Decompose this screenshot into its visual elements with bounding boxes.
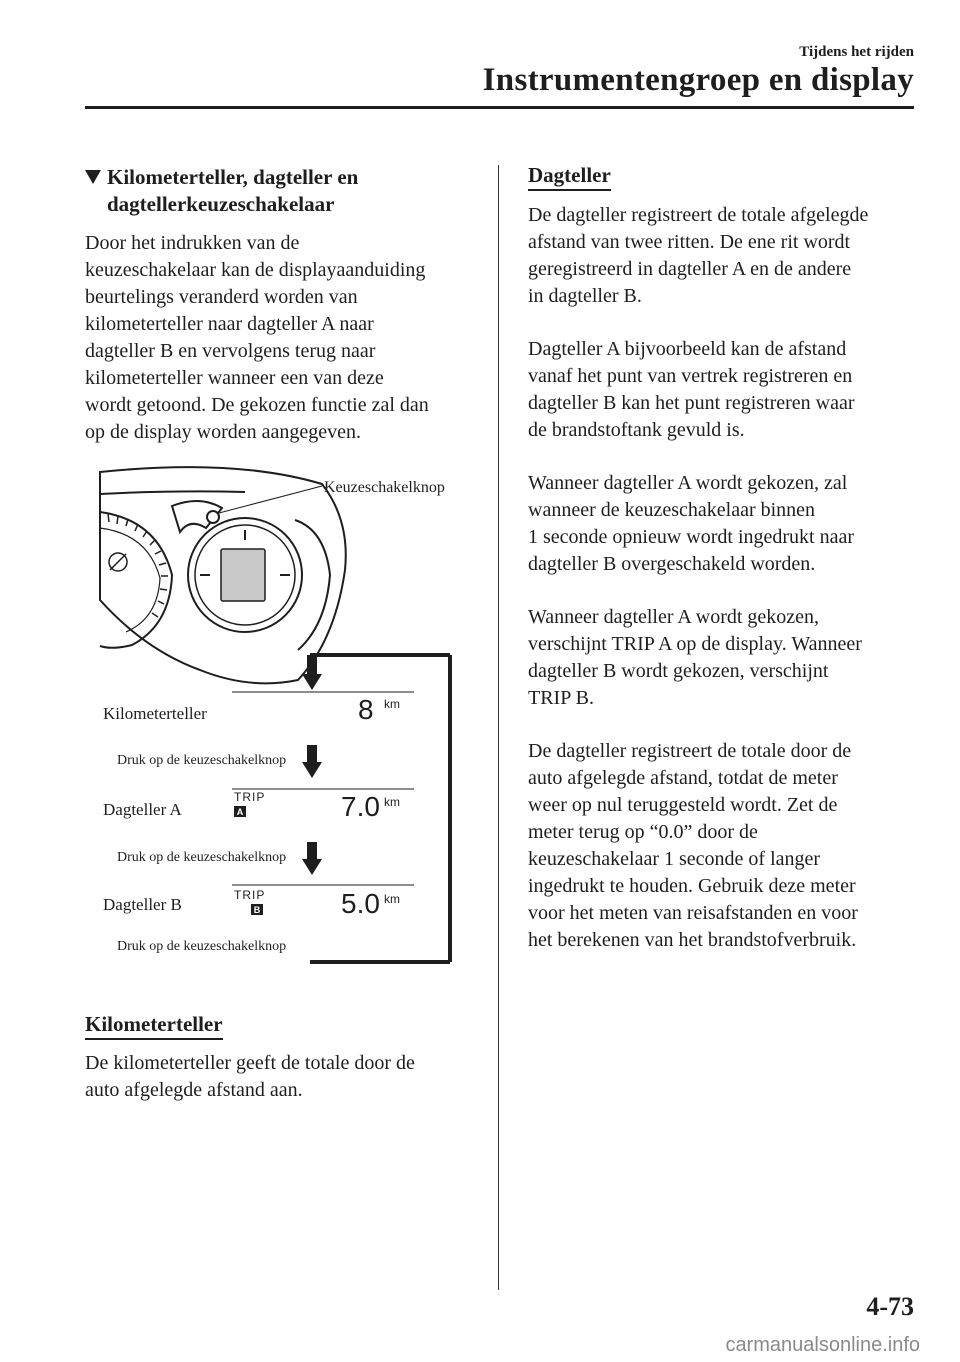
subsection-heading: Kilometerteller: [85, 1012, 223, 1040]
text-line: de brandstoftank gevuld is.: [528, 419, 745, 441]
odometer-unit: km: [384, 697, 400, 711]
text-line: beurtelings veranderd worden van: [85, 286, 358, 308]
selector-knob-icon: [207, 511, 219, 523]
text-line: auto afgelegde afstand, totdat de meter: [528, 767, 838, 789]
text-line: Wanneer dagteller A wordt gekozen, zal: [528, 472, 848, 494]
text-line: kilometerteller wanneer een van deze: [85, 367, 384, 389]
right-paragraph-2: [528, 336, 928, 444]
gauge-icon: [109, 553, 127, 571]
right-paragraph-3: [528, 470, 928, 578]
odometer-digits: 8: [358, 694, 374, 725]
knob-label: Keuzeschakelknop: [324, 479, 445, 496]
trip-letter-b: B: [253, 905, 261, 915]
cycle-return-frame: [310, 655, 450, 962]
text-line: dagteller B wordt gekozen, verschijnt: [528, 660, 829, 682]
text-line: weer op nul teruggesteld wordt. Zet de: [528, 794, 838, 816]
text-line: meter terug op “0.0” door de: [528, 821, 758, 843]
odometer-subsection: [85, 1012, 223, 1040]
page-title: Instrumentengroep en display: [482, 62, 914, 98]
text-line: vanaf het punt van vertrek registreren en: [528, 365, 853, 387]
text-line: kilometerteller naar dagteller A naar: [85, 313, 374, 335]
trip-meter-subsection: [528, 163, 611, 191]
arrows: [302, 655, 322, 875]
row-label-trip-b: Dagteller B: [103, 895, 182, 914]
down-arrow-icon: [302, 745, 322, 778]
text-line: Door het indrukken van de: [85, 232, 300, 254]
text-line: wanneer de keuzeschakelaar binnen: [528, 499, 816, 521]
text-line: geregistreerd in dagteller A en de andere: [528, 258, 852, 280]
text-line: wordt getoond. De gekozen functie zal dan: [85, 394, 429, 416]
text-line: keuzeschakelaar 1 seconde of langer: [528, 848, 821, 870]
right-paragraph-1: [528, 202, 928, 310]
text-line: De kilometerteller geeft de totale door de: [85, 1052, 415, 1074]
press-knob-label: Druk op de keuzeschakelknop: [117, 939, 287, 954]
text-line: dagteller B kan het punt registreren waar: [528, 392, 855, 414]
text-line: Dagteller A bijvoorbeeld kan de afstand: [528, 338, 847, 360]
text-line: De dagteller registreert de totale afgelegde: [528, 204, 869, 226]
text-line: De dagteller registreert de totale door de: [528, 740, 852, 762]
chapter-label: Tijdens het rijden: [799, 44, 914, 60]
row-label-trip-a: Dagteller A: [103, 800, 182, 819]
trip-b-digits: 5.0: [341, 888, 380, 919]
trip-b-unit: km: [384, 892, 400, 906]
trip-indicator-a: TRIP: [234, 790, 266, 804]
text-line: dagteller B en vervolgens terug naar: [85, 340, 376, 362]
text-line: keuzeschakelaar kan de displayaanduiding: [85, 259, 426, 281]
text-line: auto afgelegde afstand aan.: [85, 1079, 303, 1101]
right-paragraph-5: [528, 738, 928, 954]
section-heading-line-2: dagtellerkeuzeschakelaar: [107, 192, 335, 216]
down-arrow-icon: [302, 842, 322, 875]
text-line: dagteller B overgeschakeld worden.: [528, 553, 816, 575]
knob-leader-line: [219, 486, 322, 513]
text-line: het berekenen van het brandstofverbruik.: [528, 929, 857, 951]
watermark: carmanualsonline.info: [725, 1334, 920, 1356]
cluster-inner-top: [100, 491, 245, 494]
instrument-cluster-illustration: [100, 467, 346, 683]
press-knob-label: Druk op de keuzeschakelknop: [117, 850, 287, 865]
text-line: afstand van twee ritten. De ene rit wordt: [528, 231, 851, 253]
text-line: 1 seconde opnieuw wordt ingedrukt naar: [528, 526, 855, 548]
trip-a-unit: km: [384, 795, 400, 809]
page-number: 4-73: [866, 1292, 914, 1321]
text-line: voor het meten van reisafstanden en voor: [528, 902, 858, 924]
trip-indicator-b: TRIP: [234, 888, 266, 902]
odometer-paragraph: [85, 1050, 485, 1104]
right-paragraph-4: [528, 604, 928, 712]
trip-a-digits: 7.0: [341, 791, 380, 822]
row-label-odometer: Kilometerteller: [103, 704, 207, 723]
subsection-heading: Dagteller: [528, 163, 611, 191]
text-line: TRIP B.: [528, 687, 594, 709]
text-line: in dagteller B.: [528, 285, 642, 307]
speedometer-dial: [100, 512, 172, 648]
text-line: op de display worden aangegeven.: [85, 421, 362, 443]
trip-letter-a: A: [236, 807, 244, 817]
section-heading-line-1: Kilometerteller, dagteller en: [107, 165, 359, 189]
text-line: verschijnt TRIP A op de display. Wanneer: [528, 633, 862, 655]
text-line: Wanneer dagteller A wordt gekozen,: [528, 606, 820, 628]
press-knob-label: Druk op de keuzeschakelknop: [117, 753, 287, 768]
text-line: ingedrukt te houden. Gebruik deze meter: [528, 875, 856, 897]
display-screen: [221, 549, 265, 601]
